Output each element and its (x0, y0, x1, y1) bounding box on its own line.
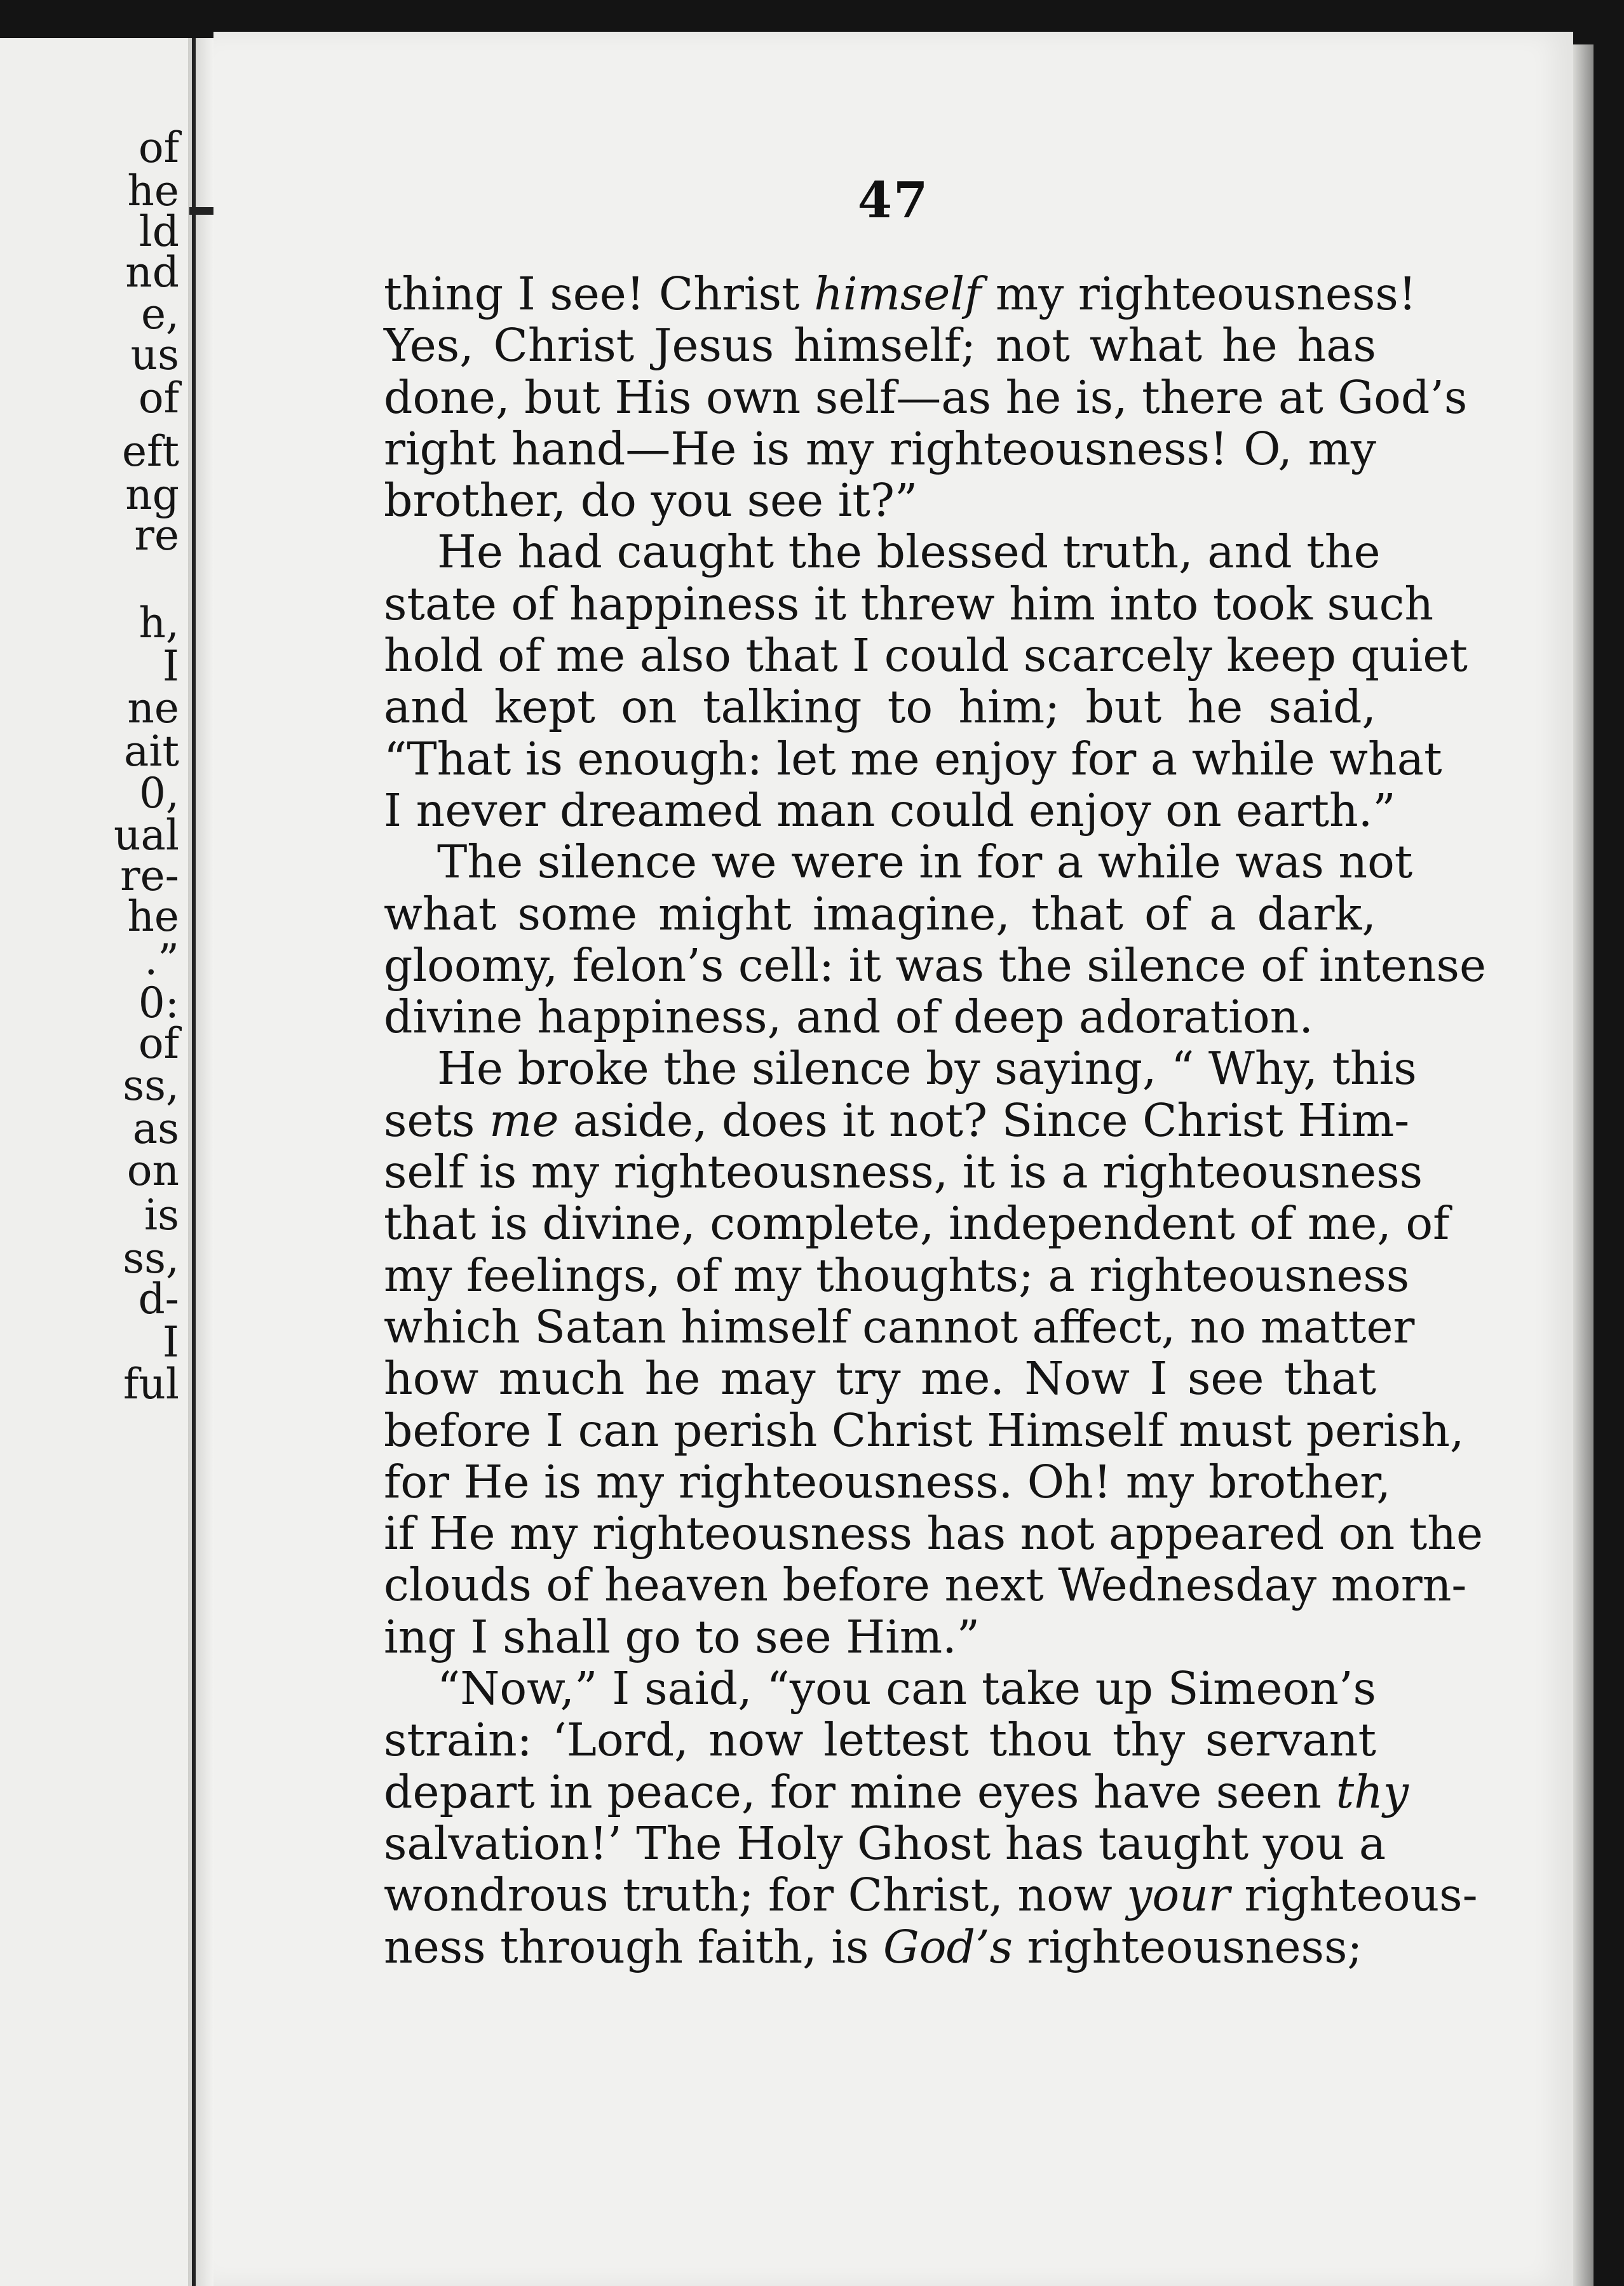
text-run: ness through faith, is (384, 1920, 884, 1973)
left-page-text-fragment: h, (139, 599, 179, 647)
text-run: I never dreamed man could enjoy on earth.” (384, 783, 1396, 837)
left-page-text-fragment: eft (121, 427, 179, 476)
text-run: what some might imagine, that of a dark, (384, 887, 1376, 940)
left-page-text-fragment: ual (114, 811, 179, 860)
text-run: before I can perish Christ Himself must perish, (384, 1403, 1465, 1457)
text-run: salvation!’ The Holy Ghost has taught you a (384, 1816, 1386, 1870)
italic-text: me (489, 1093, 559, 1147)
text-run: hold of me also that I could scarcely keep quiet (384, 629, 1468, 682)
text-run: sets (384, 1093, 489, 1147)
text-run: He had caught the blessed truth, and the (437, 525, 1381, 579)
left-page-text-fragment: as (132, 1104, 179, 1153)
text-line (384, 835, 1413, 889)
text-run: strain: ‘Lord, now lettest thou thy servant (384, 1714, 1376, 1767)
text-line (384, 1248, 1410, 1302)
italic-text: himself (814, 267, 982, 320)
text-run: how much he may try me. Now I see that (384, 1352, 1376, 1405)
left-page-text-fragment: of (138, 374, 179, 423)
text-run: and kept on talking to him; but he said, (384, 680, 1376, 734)
left-page-text-fragment: he (127, 892, 179, 941)
text-run: “Now,” I said, “you can take up Simeon’s (437, 1662, 1376, 1715)
left-page-text-fragment: of (138, 1019, 179, 1068)
page-number: 47 (857, 172, 930, 229)
text-run: my righteousness! (981, 267, 1417, 320)
text-line (384, 1353, 1376, 1404)
text-line (384, 1559, 1467, 1612)
body-text (384, 267, 1486, 1973)
text-line (384, 1455, 1391, 1508)
text-line (384, 629, 1468, 682)
text-line (384, 732, 1442, 785)
left-page-text-fragment: ne (127, 684, 179, 733)
left-page-text-fragment: e, (140, 290, 179, 339)
text-line (384, 267, 1417, 320)
text-line (384, 1197, 1450, 1250)
left-page-text-fragment: ait (124, 727, 179, 776)
text-run: divine happiness, and of deep adoration. (384, 991, 1313, 1044)
text-run: He broke the silence by saying, “ Why, this (437, 1042, 1417, 1095)
text-run: righteousness; (1012, 1920, 1363, 1973)
previous-page-fragment (0, 38, 191, 2286)
left-page-text-fragment: us (130, 330, 179, 379)
text-run: “That is enough: let me enjoy for a while what (384, 732, 1442, 785)
left-page-text-fragment: 0: (138, 978, 179, 1027)
text-run: thing I see! Christ (384, 267, 815, 320)
text-run: depart in peace, for mine eyes have seen (384, 1765, 1336, 1818)
text-run: that is divine, complete, independent of me, of (384, 1197, 1450, 1250)
left-page-text-fragment: on (126, 1146, 179, 1195)
text-line (384, 1663, 1376, 1714)
text-line (384, 1403, 1465, 1457)
text-run: done, but His own self—as he is, there at God’s (384, 370, 1468, 424)
book-page (213, 32, 1573, 2286)
left-page-text-fragment: I (162, 1318, 179, 1367)
text-run: The silence we were in for a while was not (437, 835, 1413, 889)
italic-text: God’s (883, 1920, 1013, 1973)
text-run: right hand—He is my righteousness! O, my (384, 422, 1376, 475)
text-line (384, 1714, 1376, 1766)
text-line (384, 370, 1468, 424)
text-line (384, 577, 1434, 630)
text-line (384, 1869, 1478, 1922)
text-line (384, 783, 1396, 837)
text-run: wondrous truth; for Christ, now (384, 1869, 1127, 1922)
left-page-text-fragment: d- (138, 1275, 179, 1323)
text-run: state of happiness it threw him into took such (384, 577, 1434, 630)
left-page-text-fragment: re (134, 511, 179, 560)
text-line (384, 475, 1376, 526)
text-line (384, 991, 1376, 1043)
text-run: if He my righteousness has not appeared on the (384, 1507, 1484, 1560)
italic-text: thy (1336, 1765, 1409, 1818)
italic-text: your (1127, 1869, 1230, 1922)
text-run: my feelings, of my thoughts; a righteousness (384, 1248, 1410, 1302)
gutter-line (192, 38, 196, 2286)
text-line (384, 320, 1376, 371)
left-page-text-fragment: ng (125, 470, 179, 519)
left-page-text-fragment: .” (144, 935, 179, 984)
text-run: gloomy, felon’s cell: it was the silence of intense (384, 938, 1486, 992)
text-run: for He is my righteousness. Oh! my brother, (384, 1455, 1391, 1508)
text-run: clouds of heaven before next Wednesday morn- (384, 1559, 1467, 1612)
text-line (384, 1093, 1410, 1147)
text-line (384, 1611, 1376, 1663)
left-page-text-fragment: re- (120, 851, 179, 900)
text-line (384, 525, 1381, 579)
text-line (384, 1816, 1386, 1870)
text-line (384, 1300, 1415, 1353)
left-page-text-fragment: ld (139, 207, 179, 256)
left-page-text-fragment: I (162, 642, 179, 691)
text-run: self is my righteousness, it is a righteousness (384, 1146, 1423, 1199)
text-line (384, 888, 1376, 940)
text-run: ing I shall go to see Him.” (384, 1610, 980, 1663)
text-run: righteous- (1229, 1869, 1478, 1922)
left-page-text-fragment: he (127, 166, 179, 215)
text-line (384, 423, 1376, 475)
gutter-mark (189, 207, 215, 215)
text-run: Yes, Christ Jesus himself; not what he has (384, 319, 1376, 372)
text-line (384, 681, 1376, 733)
page-edge (1573, 44, 1594, 2286)
text-run: aside, does it not? Since Christ Him- (558, 1093, 1410, 1147)
text-run: brother, do you see it?” (384, 474, 918, 527)
left-page-text-fragment: 0, (139, 769, 179, 818)
left-page-text-fragment: is (144, 1191, 179, 1240)
text-run: which Satan himself cannot affect, no matter (384, 1300, 1415, 1353)
text-line (384, 1042, 1417, 1095)
left-page-text-fragment: nd (125, 248, 179, 297)
text-line (384, 1507, 1484, 1560)
text-line (384, 1146, 1423, 1199)
left-page-text-fragment: ss, (123, 1061, 179, 1110)
left-page-text-fragment: ss, (123, 1234, 179, 1283)
text-line (384, 1921, 1376, 1973)
left-page-text-fragment: of (138, 123, 179, 172)
text-line (384, 938, 1486, 992)
text-line (384, 1765, 1409, 1818)
left-page-text-fragment: ful (123, 1360, 179, 1409)
